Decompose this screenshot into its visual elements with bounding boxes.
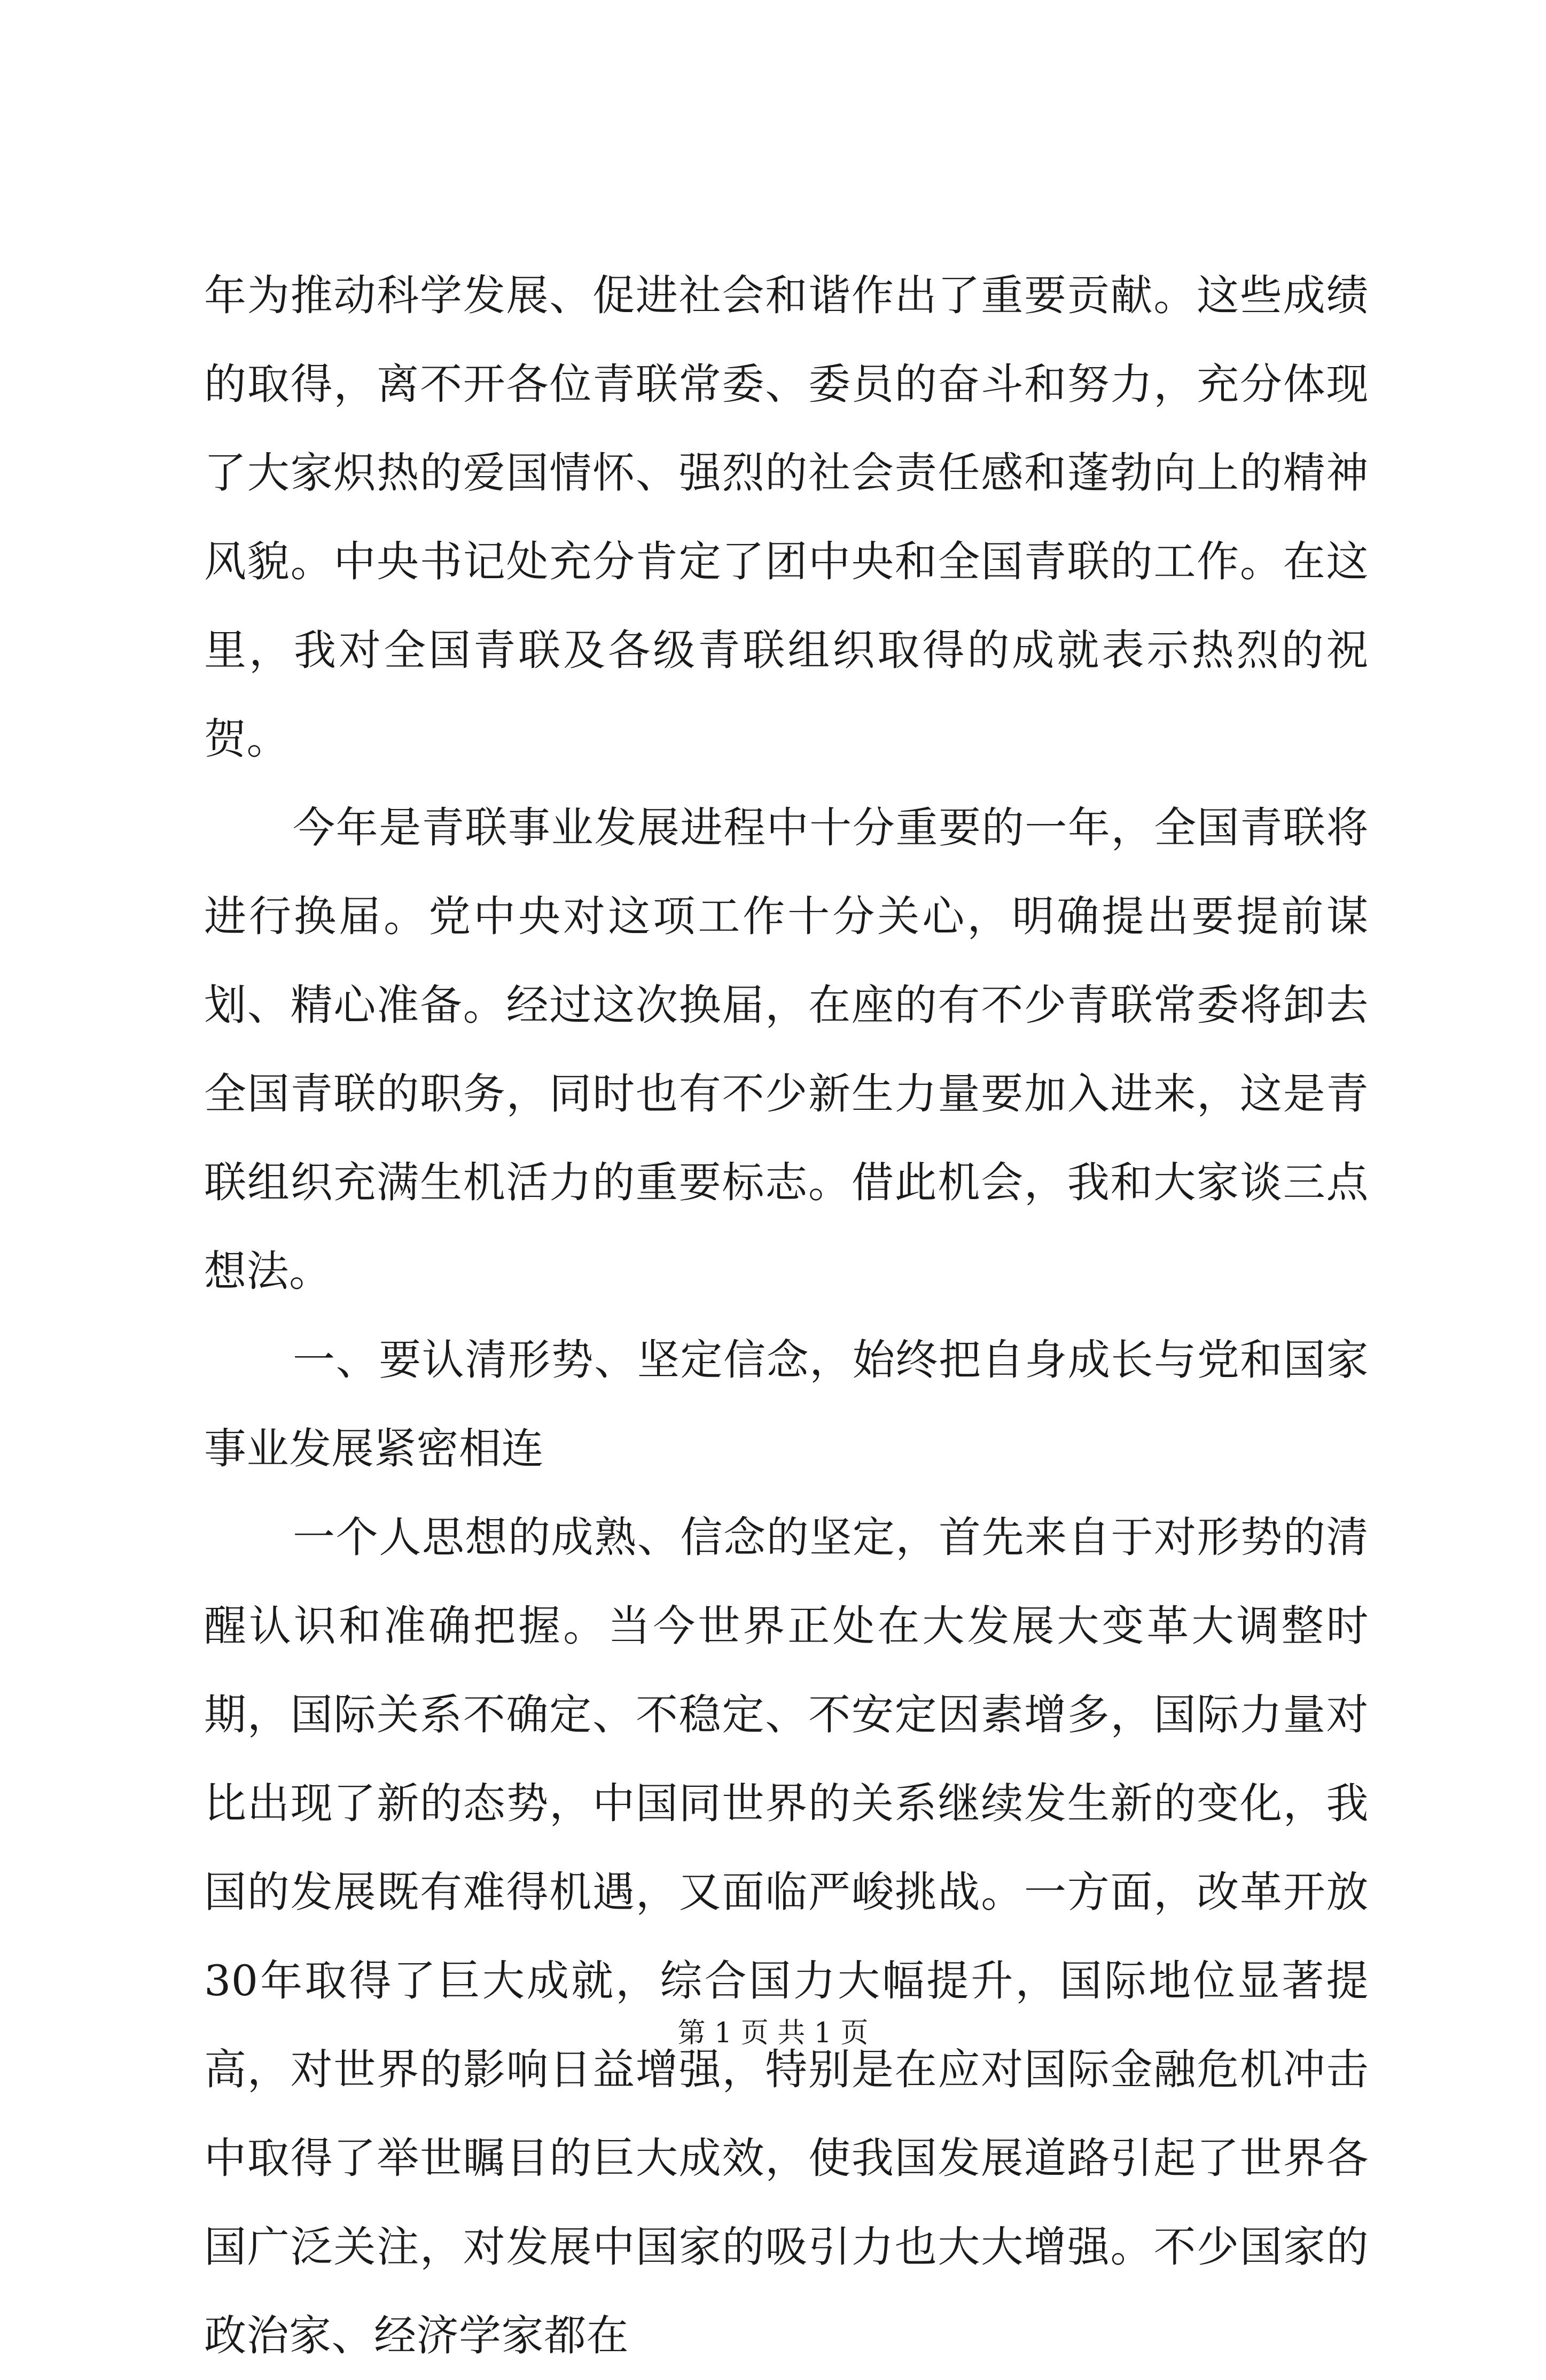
- page-footer: 第 1 页 共 1 页: [677, 2017, 869, 2049]
- paragraph-election: 今年是青联事业发展进程中十分重要的一年，全国青联将进行换届。党中央对这项工作十分关心，明确提出要提前谋划、精心准备。经过这次换届，在座的有不少青联常委将卸去全国青联的职务，同时也有不少新生力量要加入进来，这是青联组织充满生机活力的重要标志。借此机会，我和大家谈三点想法。: [204, 803, 1369, 1296]
- paragraph-continuation: 年为推动科学发展、促进社会和谐作出了重要贡献。这些成绩的取得，离不开各位青联常委、委员的奋斗和努力，充分体现了大家炽热的爱国情怀、强烈的社会责任感和蓬勃向上的精神风貌。中央书记处充分肯定了团中央和全国青联的工作。在这里，我对全国青联及各级青联组织取得的成就表示热烈的祝贺。: [204, 271, 1369, 764]
- paragraph-situation: 一个人思想的成熟、信念的坚定，首先来自于对形势的清醒认识和准确把握。当今世界正处在大发展大变革大调整时期，国际关系不确定、不稳定、不安定因素增多，国际力量对比出现了新的态势，中国同世界的关系继续发生新的变化，我国的发展既有难得机遇，又面临严峻挑战。一方面，改革开放30年取得了巨大成就，综合国力大幅提升，国际地位显著提高，对世界的影响日益增强，特别是在应对国际金融危机冲击中取得了举世瞩目的巨大成效，使我国发展道路引起了世界各国广泛关注，对发展中国家的吸引力也大大增强。不少国家的政治家、经济学家都在: [204, 1513, 1369, 2360]
- section-heading-one: 一、要认清形势、坚定信念，始终把自身成长与党和国家事业发展紧密相连: [204, 1335, 1369, 1473]
- document-body: [204, 251, 1369, 2380]
